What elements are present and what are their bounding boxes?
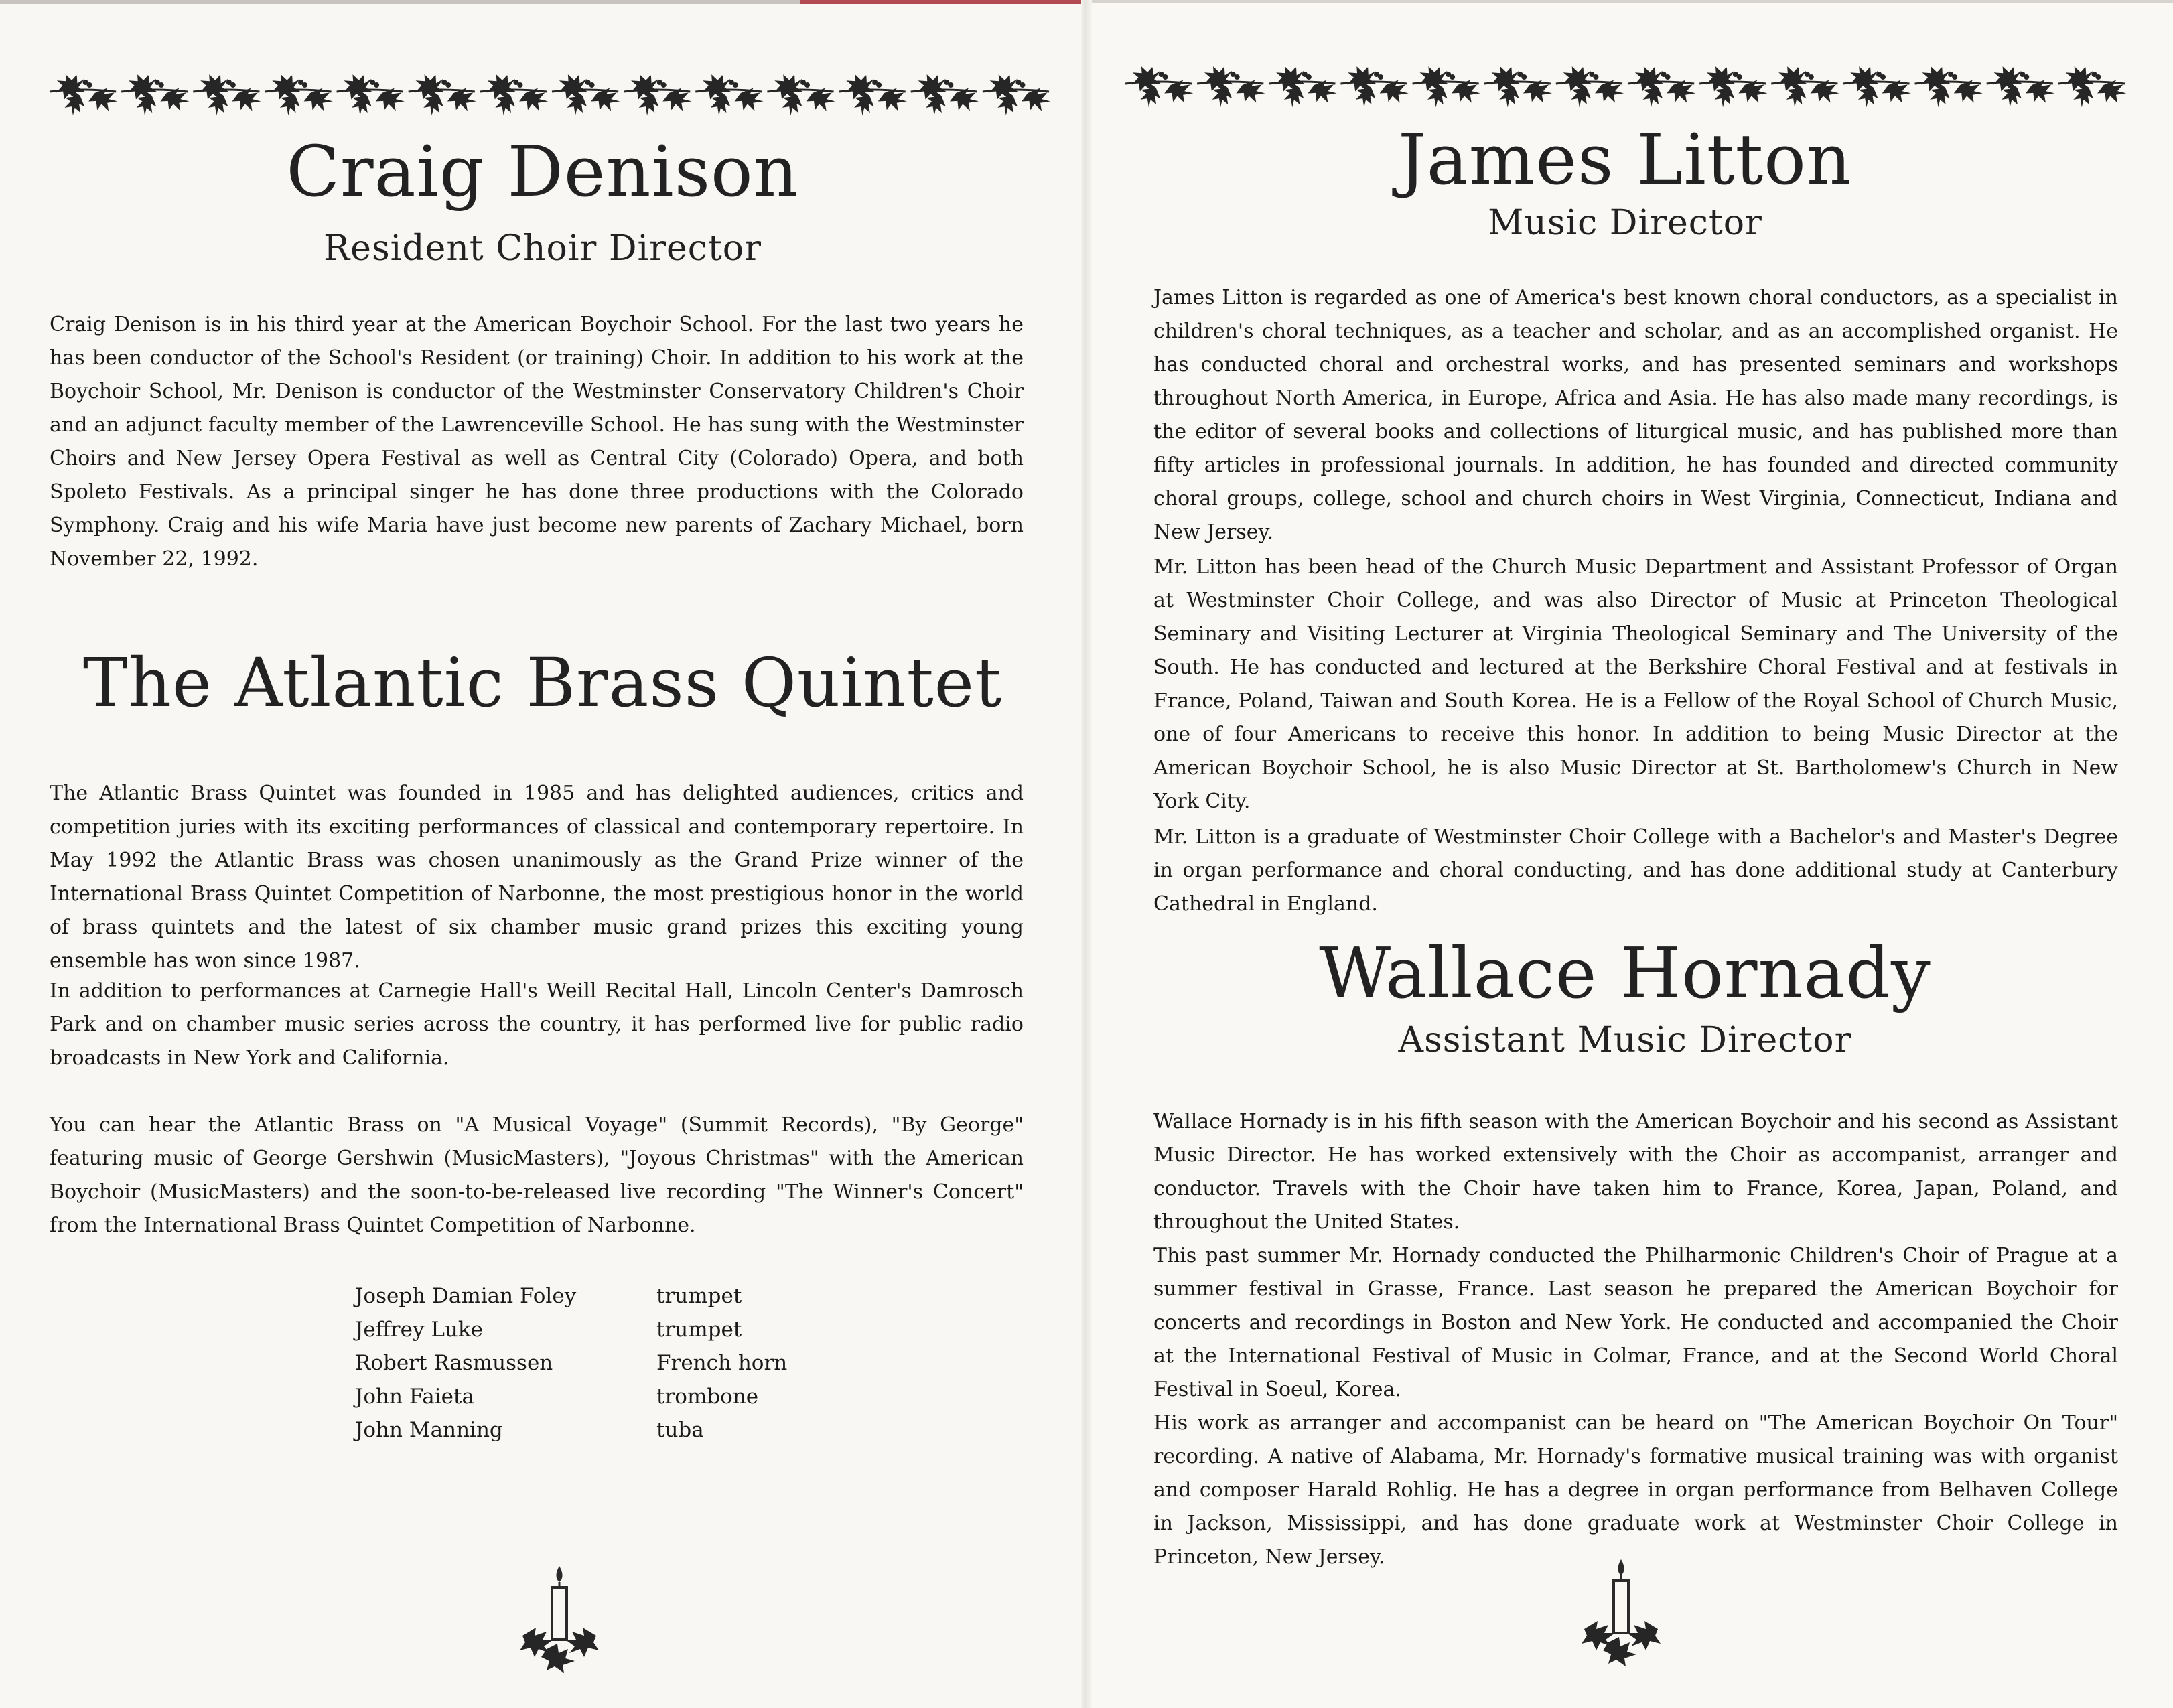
litton-name: James Litton [1398,119,1852,200]
member-name: John Manning [355,1418,503,1442]
denison-title: Resident Choir Director [324,228,762,269]
quintet-name: The Atlantic Brass Quintet [82,644,1003,722]
member-instrument: trombone [656,1384,759,1409]
quintet-paragraph: You can hear the Atlantic Brass on "A Musical Voyage" (Summit Records), "By George" featuring music of George Gershwin (MusicMasters), "Joyous Christmas" with the American Boychoir (MusicMasters) and the soon-to-be-released live recording "The Winner's Concert" from the International Brass Quintet Competition of Narbonne. [50,1113,1024,1237]
denison-name: Craig Denison [286,131,799,212]
member-instrument: trumpet [656,1284,742,1308]
center-fold [1081,0,1092,1708]
litton-paragraph: Mr. Litton has been head of the Church Music Department and Assistant Professor of Organ at Westminster Choir College, and was also Director of Music at Princeton Theological Seminary and Visiting Lecturer at Virginia Theological Seminary and The University of the South. He has conducted and lectured at the Berkshire Choral Festival and at festivals in France, Poland, Taiwan and South Korea. He is a Fellow of the Royal School of Church Music, one of four Americans to receive this honor. In addition to being Music Director at the American Boychoir School, he is also Music Director at St. Bartholomew's Church in New York City. [1153,555,2118,813]
member-instrument: trumpet [656,1318,742,1342]
roster-row [355,1346,787,1380]
member-name: John Faieta [355,1384,474,1409]
hornady-paragraph: His work as arranger and accompanist can be heard on "The American Boychoir On Tour" recording. A native of Alabama, Mr. Hornady's formative musical training was with organist and composer Harald Rohlig. He has a degree in organ performance from Belhaven College in Jackson, Mississippi, and has done graduate work at Westminster Choir College in Princeton, New Jersey. [1153,1411,2118,1569]
quintet-paragraph: The Atlantic Brass Quintet was founded in 1985 and has delighted audiences, critics and competition juries with its exciting performances of classical and contemporary repertoire. In May 1992 the Atlantic Brass was chosen unanimously as the Grand Prize winner of the International Brass Quintet Competition of Narbonne, the most prestigious honor in the world of brass quintets and the latest of six chamber music grand prizes this exciting young ensemble has won since 1987. [50,782,1024,973]
roster-row [355,1313,787,1346]
roster-row [355,1380,787,1413]
litton-paragraph: Mr. Litton is a graduate of Westminster Choir College with a Bachelor's and Master's Degree in organ performance and choral conducting, and has done additional study at Canterbury Cathedral in England. [1153,825,2118,916]
member-name: Jeffrey Luke [355,1318,484,1342]
roster-row [355,1413,787,1447]
hornady-paragraph: This past summer Mr. Hornady conducted the Philharmonic Children's Choir of Prague at a summer festival in Grasse, France. Last season he prepared the American Boychoir for concerts and recordings in Boston and New York. He conducted and accompanied the Choir at the International Festival of Music in Colmar, France, and at the Second World Choral Festival in Soeul, Korea. [1153,1244,2118,1401]
hornady-paragraph: Wallace Hornady is in his fifth season with the American Boychoir and his second as Assistant Music Director. He has worked extensively with the Choir as accompanist, arranger and conductor. Travels with the Choir have taken him to France, Korea, Japan, Poland, and throughout the United States. [1153,1110,2118,1234]
hornady-title: Assistant Music Director [1398,1020,1852,1060]
quintet-paragraph: In addition to performances at Carnegie Hall's Weill Recital Hall, Lincoln Center's Damrosch Park and on chamber music series across the country, it has performed live for public radio broadcasts in New York and California. [50,979,1024,1070]
member-instrument: tuba [656,1418,704,1442]
member-name: Joseph Damian Foley [355,1284,577,1308]
litton-title: Music Director [1488,203,1762,243]
candle-with-holly-icon [509,1561,610,1675]
quintet-roster [355,1279,787,1447]
litton-paragraph: James Litton is regarded as one of America's best known choral conductors, as a specialist in children's choral techniques, as a teacher and scholar, and as an accomplished organist. He has conducted choral and orchestral works, and has presented seminars and workshops throughout North America, in Europe, Africa and Asia. He has also made many recordings, is the editor of several books and collections of liturgical music, and has published more than fifty articles in professional journals. In addition, he has founded and directed community choral groups, college, school and church choirs in West Virginia, Connecticut, Indiana and New Jersey. [1153,286,2118,544]
candle-with-holly-icon [1571,1554,1671,1668]
denison-bio: Craig Denison is in his third year at the American Boychoir School. For the last two years he has been conductor of the School's Resident (or training) Choir. In addition to his work at the Boychoir School, Mr. Denison is conductor of the Westminster Conservatory Children's Choir and an adjunct faculty member of the Lawrenceville School. He has sung with the Westminster Choirs and New Jersey Opera Festival as well as Central City (Colorado) Opera, and both Spoleto Festivals. As a principal singer he has done three productions with the Colorado Symphony. Craig and his wife Maria have just become new parents of Zachary Michael, born November 22, 1992. [50,313,1024,571]
member-instrument: French horn [656,1351,788,1375]
hornady-name: Wallace Hornady [1319,932,1931,1014]
top-edge-left [0,0,1081,4]
top-edge-right [1092,0,2173,3]
holly-garland-icon [47,62,1052,122]
member-name: Robert Rasmussen [355,1351,553,1375]
holly-garland-icon [1123,54,2127,117]
roster-row [355,1279,787,1313]
